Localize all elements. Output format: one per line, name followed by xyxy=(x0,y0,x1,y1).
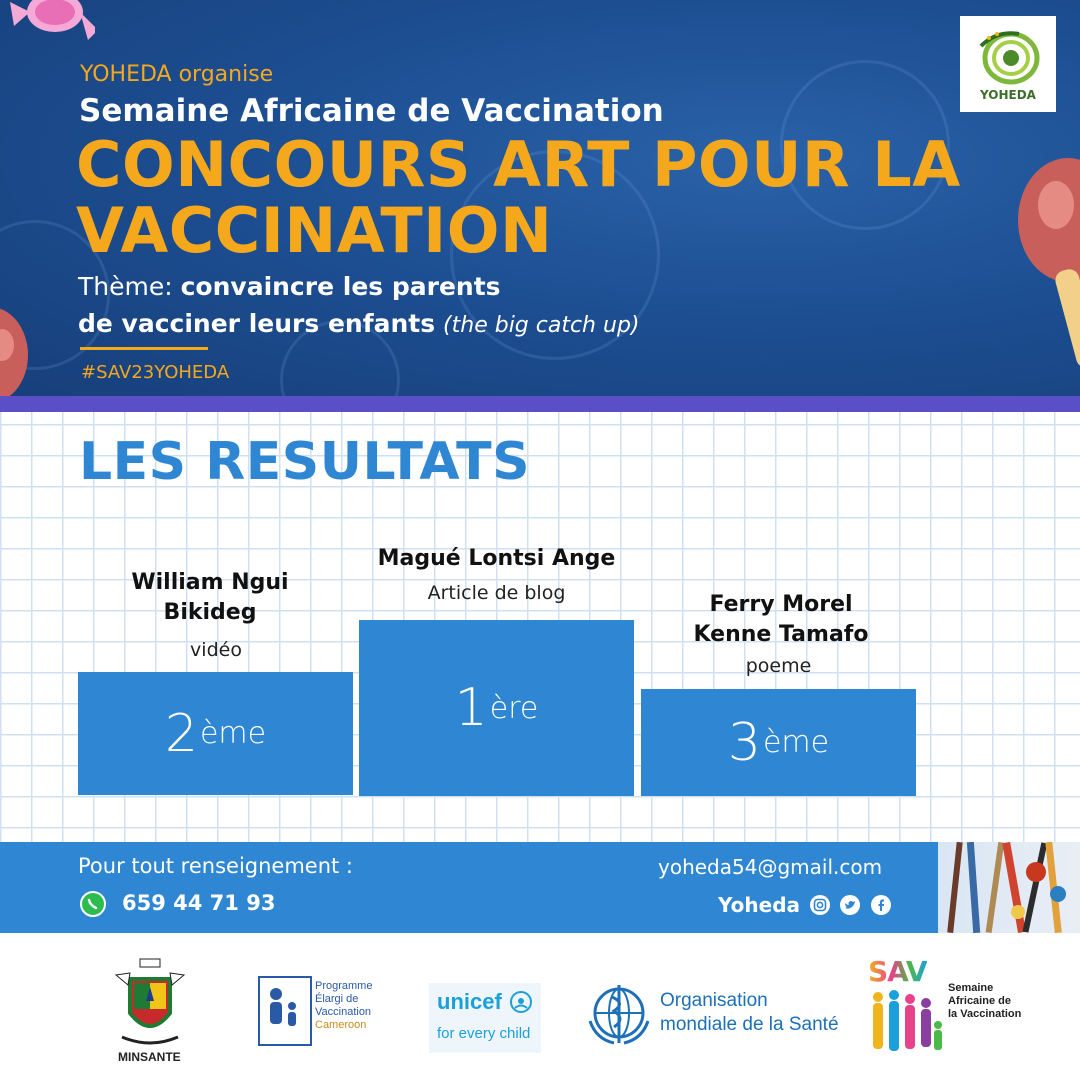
minsante-label: MINSANTE xyxy=(118,1050,181,1064)
phone-number[interactable]: 659 44 71 93 xyxy=(122,891,276,915)
twitter-icon[interactable] xyxy=(840,895,860,915)
sav-logo-text: Semaine Africaine de la Vaccination xyxy=(948,982,1022,1020)
pev-country: Cameroon xyxy=(315,1019,367,1031)
unicef-globe-icon xyxy=(509,990,533,1014)
header-banner xyxy=(0,0,1080,398)
whatsapp-icon xyxy=(80,891,106,917)
unicef-tagline: for every child xyxy=(437,1025,531,1042)
yoheda-logo xyxy=(960,16,1056,112)
winner-2-name: William Ngui Bikideg xyxy=(131,570,289,625)
event-name: Semaine Africaine de Vaccination xyxy=(79,93,664,129)
podium-second xyxy=(78,672,353,795)
ice-cream-decoration xyxy=(1008,150,1080,370)
rank-suffix: ème xyxy=(199,716,267,751)
coat-of-arms-icon xyxy=(104,953,196,1049)
email-address[interactable]: yoheda54@gmail.com xyxy=(658,855,883,879)
divider-stripe xyxy=(0,396,1080,412)
contact-label: Pour tout renseignement : xyxy=(78,854,354,878)
social-handle: Yoheda xyxy=(718,893,801,917)
unicef-wordmark: unicef xyxy=(437,989,502,1014)
theme-text xyxy=(78,268,640,344)
paintbrushes-decoration xyxy=(938,842,1080,933)
partner-logos xyxy=(0,933,1080,1080)
candy-decoration xyxy=(0,0,95,60)
unicef-logo xyxy=(429,983,541,1053)
rank-number: 2 xyxy=(164,703,198,764)
divider xyxy=(80,347,208,350)
winner-1-category: Article de blog xyxy=(427,582,566,604)
rank-suffix: ère xyxy=(489,690,539,726)
pev-logo-icon xyxy=(258,976,312,1046)
instagram-icon[interactable] xyxy=(810,895,830,915)
who-logo-text: Organisation mondiale de la Santé xyxy=(660,990,839,1035)
contact-bar xyxy=(0,842,1080,933)
podium-first xyxy=(359,620,634,796)
pev-logo-text xyxy=(315,980,372,1032)
sav-letters: SAV xyxy=(868,955,927,988)
results-title: LES RESULTATS xyxy=(79,432,531,492)
organiser-line: YOHEDA organise xyxy=(80,62,274,87)
hashtag: #SAV23YOHEDA xyxy=(81,362,230,383)
pev-name: Programme Élargi de Vaccination xyxy=(315,980,373,1018)
page-title: CONCOURS ART POUR LA VACCINATION xyxy=(76,128,961,267)
winner-3-category: poeme xyxy=(745,655,812,677)
theme-line-2: de vacciner leurs enfants xyxy=(78,309,436,338)
who-emblem-icon xyxy=(584,981,654,1047)
facebook-icon[interactable] xyxy=(871,895,891,915)
rank-number: 1 xyxy=(454,678,488,738)
winner-2-category: vidéo xyxy=(190,639,242,661)
winner-3-name: Ferry Morel Kenne Tamafo xyxy=(693,592,869,647)
theme-label: Thème: xyxy=(78,272,173,301)
ice-cream-decoration xyxy=(0,300,30,398)
sav-logo-letters xyxy=(868,955,927,988)
yoheda-logo-text: YOHEDA xyxy=(980,88,1036,102)
winner-1-name: Magué Lontsi Ange xyxy=(377,546,616,571)
rank-suffix: ème xyxy=(762,725,830,760)
theme-line-1: convaincre les parents xyxy=(180,272,501,301)
podium-third xyxy=(641,689,916,796)
rank-number: 3 xyxy=(727,712,761,773)
family-figures-icon xyxy=(868,989,948,1067)
theme-aside: (the big catch up) xyxy=(443,313,640,338)
yoheda-globe-icon xyxy=(975,26,1041,86)
